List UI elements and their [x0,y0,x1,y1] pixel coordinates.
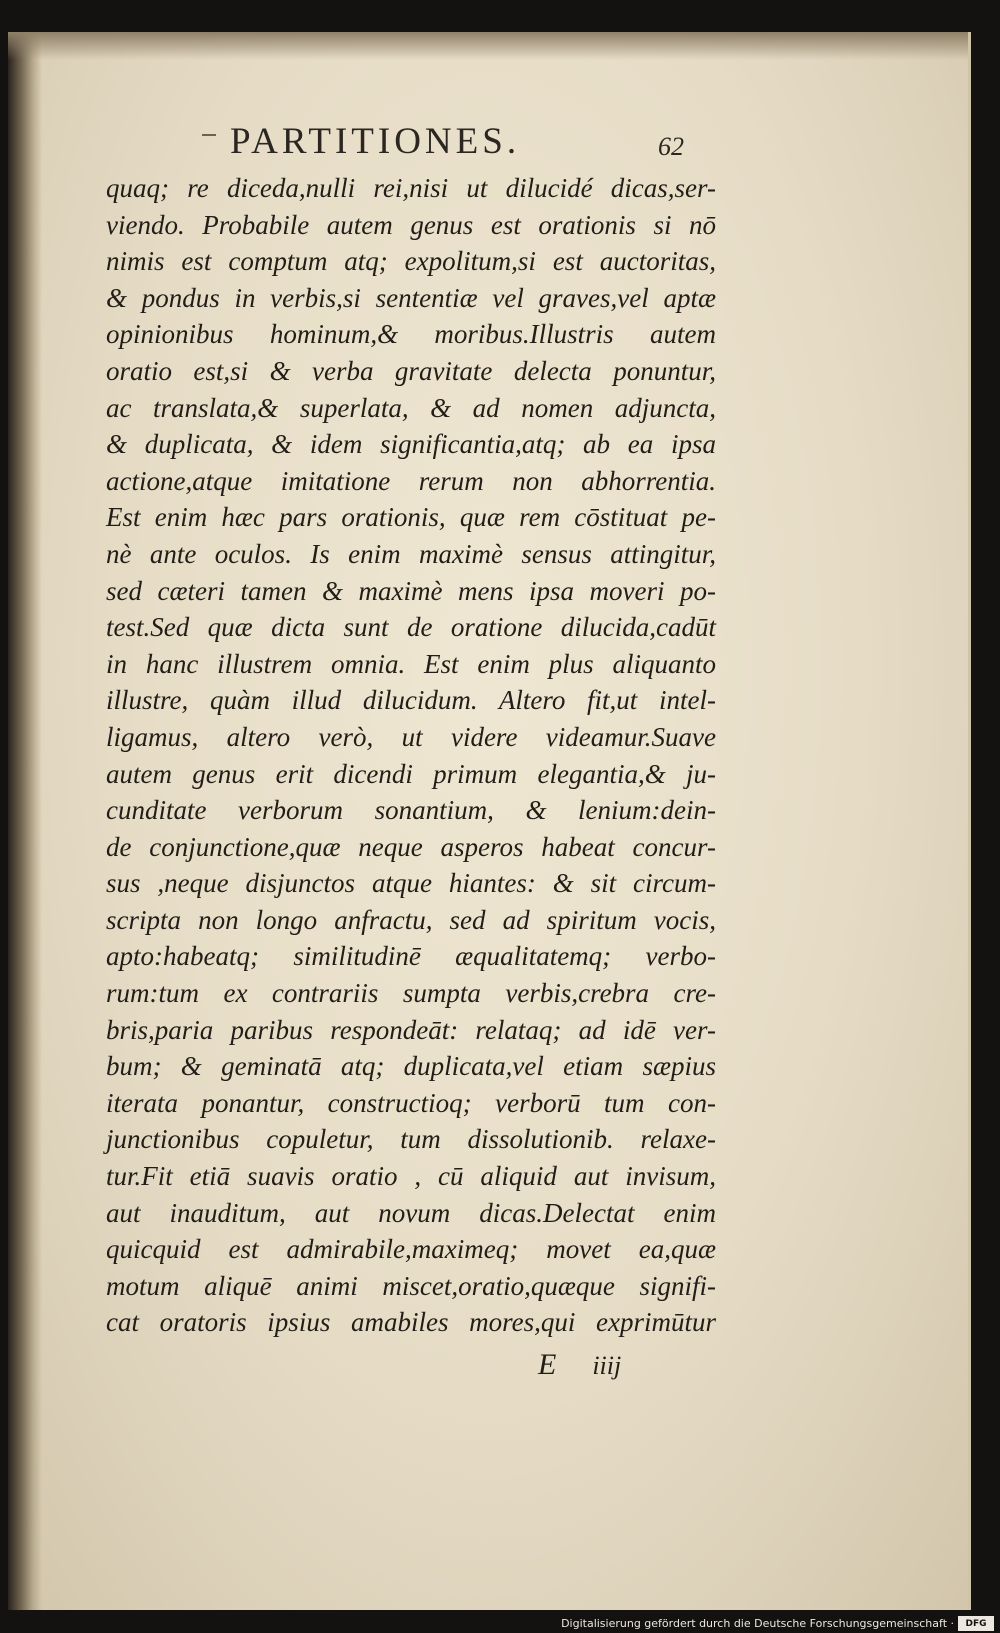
text-line: rum:tum ex contrariis sumpta verbis,crebra cre- [106,978,716,1009]
text-line: tur.Fit etiā suavis oratio , cū aliquid aut invisum, [106,1161,716,1192]
text-line: quicquid est admirabile,maximeq; movet ea,quæ [106,1234,716,1265]
page-top-shadow [8,32,968,60]
text-line: motum aliquē animi miscet,oratio,quæque signifi- [106,1270,716,1301]
text-line: nè ante oculos. Is enim maximè sensus attingitur, [106,538,716,569]
text-line: illustre, quàm illud dilucidum. Altero fit,ut intel- [106,685,716,716]
text-body [106,170,716,1341]
text-line: in hanc illustrem omnia. Est enim plus aliquanto [106,648,716,679]
digitization-credit: Digitalisierung gefördert durch die Deutsche Forschungsgemeinschaft · [561,1617,954,1630]
text-line: cat oratoris ipsius amabiles mores,qui exprimūtur [106,1307,716,1338]
text-line: ligamus, altero verò, ut videre videamur.Suave [106,721,716,752]
text-line: aut inauditum, aut novum dicas.Delectat enim [106,1197,716,1228]
text-line: de conjunctione,quæ neque asperos habeat concur- [106,831,716,862]
text-line: bris,paria paribus respondeāt: relataq; ad idē ver- [106,1014,716,1045]
text-line: opinionibus hominum,& moribus.Illustris autem [106,319,716,350]
text-line: nimis est comptum atq; expolitum,si est auctoritas, [106,246,716,277]
text-line: & pondus in verbis,si sententiæ vel graves,vel aptæ [106,282,716,313]
text-line: junctionibus copuletur, tum dissolutionib. relaxe- [106,1124,716,1155]
text-line: viendo. Probabile autem genus est orationis si nō [106,209,716,240]
text-line: test.Sed quæ dicta sunt de oratione dilucida,cadūt [106,612,716,643]
text-line: bum; & geminatā atq; duplicata,vel etiam sæpius [106,1051,716,1082]
text-line: cunditate verborum sonantium, & lenium:dein- [106,795,716,826]
text-line: ac translata,& superlata, & ad nomen adjuncta, [106,392,716,423]
signature-letter: E [538,1348,557,1381]
text-line: & duplicata, & idem significantia,atq; ab ea ipsa [106,429,716,460]
text-line: actione,atque imitatione rerum non abhorrentia. [106,465,716,496]
text-line: Est enim hæc pars orationis, quæ rem cōstituat pe- [106,502,716,533]
page-number: 62 [658,132,684,161]
text-line: scripta non longo anfractu, sed ad spiritum vocis, [106,904,716,935]
dfg-logo: DFG [958,1616,994,1631]
text-line: oratio est,si & verba gravitate delecta ponuntur, [106,355,716,386]
text-line: autem genus erit dicendi primum elegantia,& ju- [106,758,716,789]
text-line: quaq; re diceda,nulli rei,nisi ut dilucidé dicas,ser- [106,173,716,203]
running-head [230,120,570,163]
running-head-text: PARTITIONES. [230,121,521,162]
signature-mark [538,1348,621,1382]
page-gutter-shadow [8,32,42,1610]
text-line: sus ,neque disjunctos atque hiantes: & sit circum- [106,868,716,899]
text-line: sed cæteri tamen & maximè mens ipsa moveri po- [106,575,716,606]
text-line: iterata ponantur, constructioq; verborū tum con- [106,1087,716,1118]
book-page [8,32,971,1610]
signature-roman: iiij [592,1351,622,1380]
running-head-ornament [202,134,216,136]
text-line: apto:habeatq; similitudinē æqualitatemq; verbo- [106,941,716,972]
